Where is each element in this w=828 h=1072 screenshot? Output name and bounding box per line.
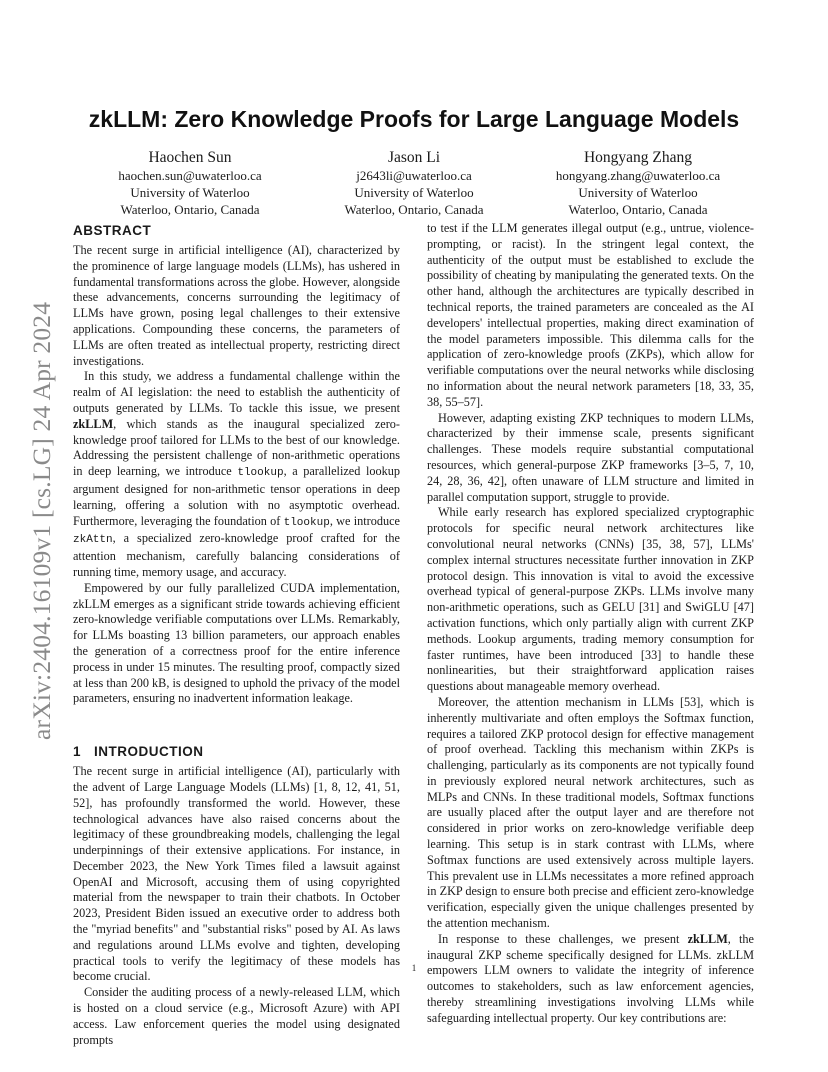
author-location: Waterloo, Ontario, Canada <box>344 201 484 217</box>
author-2 <box>302 148 526 218</box>
section-number: 1 <box>73 744 82 760</box>
tlookup-code: tlookup <box>283 516 330 529</box>
text-run: In this study, we address a fundamental challenge within the realm of AI legislation: the need to establish the authenticity of outputs generated by LLMs. To tackle this issue, we present <box>73 369 400 415</box>
author-name: Jason Li <box>387 149 441 166</box>
text-run: , the inaugural ZKP scheme specifically designed for LLMs. zkLLM empowers LLM owners to validate the integrity of inference outcomes to stakeholders, such as law enforcement agencies, thereby streamlining investigations involving LLMs while safeguarding intellectual property. Our key contributions are: <box>427 931 754 1025</box>
author-email: j2643li@uwaterloo.ca <box>356 168 472 183</box>
right-column <box>427 221 754 1027</box>
intro-paragraph-3: to test if the LLM generates illegal output (e.g., untrue, violence-prompting, or racist). In the stringent legal context, the authenticity of the output must be established to exclude the possibility of cheating by manipulating the generated texts. On the other hand, although the architectures are typically described in technical reports, the trained parameters are concealed as the AI developers' intellectual properties, making direct examination of the model parameters impossible. This dilemma calls for the application of zero-knowledge proofs (ZKPs), which allow for verifiable computations over the neural networks while disclosing no information about the neural network parameters [18, 33, 35, 38, 55–57]. <box>427 221 754 409</box>
intro-paragraph-4: However, adapting existing ZKP techniques to modern LLMs, characterized by their immense scale, presents significant challenges. These models require substantial computational resources, which general-purpose ZKP frameworks [3–5, 7, 10, 24, 28, 36, 42], often unaware of LLM structure and limited in parallel computation support, struggle to provide. <box>427 410 754 504</box>
text-run: , we introduce <box>329 513 400 528</box>
author-affiliation: University of Waterloo <box>578 184 698 200</box>
author-email: haochen.sun@uwaterloo.ca <box>118 168 262 183</box>
intro-paragraph-2: Consider the auditing process of a newly-released LLM, which is hosted on a cloud service (e.g., Microsoft Azure) with API access. Law enforcement queries the model using designated prompts <box>73 985 400 1047</box>
author-location: Waterloo, Ontario, Canada <box>568 201 708 217</box>
abstract-paragraph-3: Empowered by our fully parallelized CUDA implementation, zkLLM emerges as a significant stride towards achieving efficient zero-knowledge verifiable computations over LLMs. Remarkably, for LLMs boasting 13 billion parameters, our approach enables the generation of a correctness proof for the entire inference process in under 15 minutes. The resulting proof, compactly sized at less than 200 kB, is designed to uphold the privacy of the model parameters, ensuring no inadvertent information leakage. <box>73 580 400 706</box>
author-name: Haochen Sun <box>148 149 232 166</box>
page-number: 1 <box>411 963 417 973</box>
paper-title: zkLLM: Zero Knowledge Proofs for Large Language Models <box>88 106 740 132</box>
text-run: , a specialized zero-knowledge proof crafted for the attention mechanism, carefully balancing considerations of running time, memory usage, and accuracy. <box>73 531 400 579</box>
arxiv-identifier: arXiv:2404.16109v1 [cs.LG] 24 Apr 2024 <box>27 301 56 741</box>
intro-paragraph-7 <box>427 932 754 1027</box>
intro-paragraph-5: While early research has explored specialized cryptographic protocols for specific neural network architectures like convolutional neural networks (CNNs) [35, 38, 57], LLMs' complex internal structures necessitate further innovation in ZKP protocol design. This innovation is vital to avoid the excessive overhead typical of general-purpose ZKPs. LLMs involve many non-arithmetic operations, such as GELU [31] and SwiGLU [47] activation functions, which only partially align with current ZKP methods. Lookup arguments, trading memory consumption for faster runtimes, have been introduced [33] to handle these nonlinearities, but their straightforward application raises questions about manageable memory overhead. <box>427 505 754 694</box>
zkllm-bold: zkLLM <box>687 931 728 946</box>
zkattn-code: zkAttn <box>73 534 113 547</box>
section-heading-introduction <box>73 743 400 760</box>
text-run: In response to these challenges, we present <box>438 931 688 946</box>
text-run: , a parallelized lookup argument designed for non-arithmetic tensor operations in deep learning, offering a solution with no asymptotic overhead. Furthermore, leveraging the foundation of <box>73 464 400 528</box>
author-3 <box>526 148 750 218</box>
intro-paragraph-6: Moreover, the attention mechanism in LLMs [53], which is inherently multivariate and often employs the Softmax function, requires a tailored ZKP protocol design for effective management of proof overhead. Tackling this mechanism within ZKPs is challenging, particularly as its components are not typically found in previously explored neural network architectures, such as MLPs and CNNs. In these traditional models, Softmax functions are usually placed after the output layer and are therefore not considered in prior works on zero-knowledge verifiable deep learning. This setup is in stark contrast with LLMs, where Softmax functions are used extensively across multiple layers. This prevalent use in LLMs necessitates a more refined approach in ZKP design to ensure both precise and efficient zero-knowledge verification, especially given the unique challenges presented by the attention mechanism. <box>427 694 754 931</box>
abstract-paragraph-1: The recent surge in artificial intelligence (AI), characterized by the prominence of large language models (LLMs), has ushered in fundamental transformations across the globe. However, alongside these advancements, concerns surrounding the legitimacy of LLMs have grown, posing legal challenges to their extensive applications. Compounding these concerns, the parameters of LLMs are often treated as intellectual property, restricting direct investigations. <box>73 243 400 368</box>
intro-paragraph-1: The recent surge in artificial intelligence (AI), particularly with the advent of Large Language Models (LLMs) [1, 8, 12, 41, 51, 52], has profoundly transformed the world. However, these technological advances have also raised concerns about the legitimacy of these groundbreaking models, challenging the legal underpinnings of their extensive applications. For instance, in December 2023, the New York Times filed a lawsuit against OpenAI and Microsoft, accusing them of using copyrighted material from the newspaper to train their chatbots. In October 2023, President Biden issued an executive order to address both the "myriad benefits" and "substantial risks" posed by AI. As laws and regulations around LLMs evolve and tighten, developing practical tools to verify the legitimacy of these models has become crucial. <box>73 764 400 984</box>
author-affiliation: University of Waterloo <box>354 184 474 200</box>
tlookup-code: tlookup <box>237 467 284 480</box>
section-title: INTRODUCTION <box>94 744 204 760</box>
author-1 <box>78 148 302 218</box>
abstract-heading: ABSTRACT <box>73 223 152 238</box>
author-location: Waterloo, Ontario, Canada <box>120 201 260 217</box>
author-block <box>78 148 750 218</box>
abstract-paragraph-2 <box>73 369 400 580</box>
zkllm-bold: zkLLM <box>73 416 114 431</box>
text-run: , which stands as the inaugural specialized zero-knowledge proof tailored for LLMs to the best of our knowledge. Addressing the persistent challenge of non-arithmetic operations in deep learning, we introduce <box>73 416 400 479</box>
author-name: Hongyang Zhang <box>583 149 693 166</box>
author-email: hongyang.zhang@uwaterloo.ca <box>555 168 721 183</box>
author-affiliation: University of Waterloo <box>130 184 250 200</box>
left-column <box>73 222 400 1048</box>
